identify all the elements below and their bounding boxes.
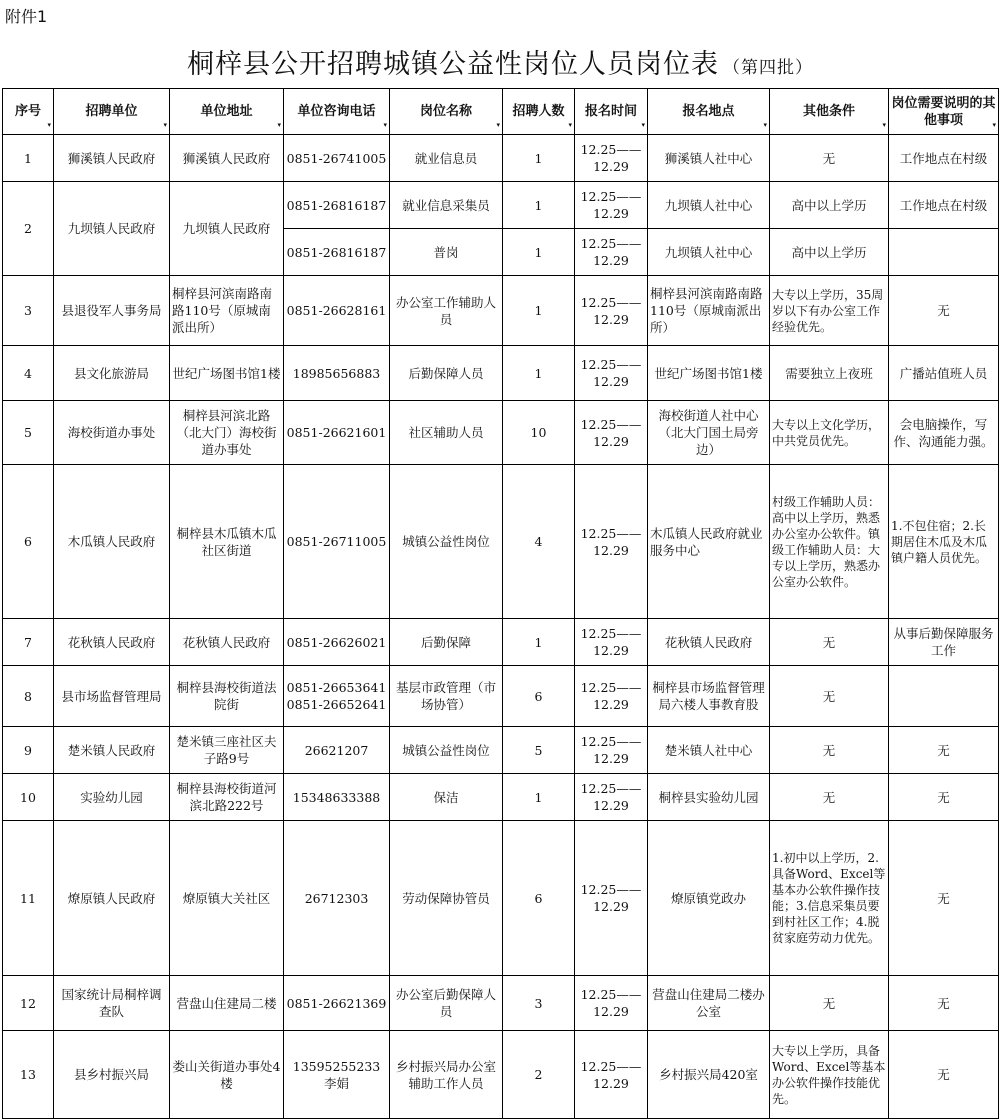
cell-note: 无 (889, 1031, 999, 1119)
cell-time: 12.25——12.29 (575, 774, 648, 821)
cell-unit: 海校街道办事处 (54, 401, 170, 465)
cell-no: 11 (3, 821, 54, 976)
cell-count: 1 (503, 135, 575, 182)
cell-post: 后勤保障人员 (390, 346, 503, 401)
cell-post: 后勤保障 (390, 619, 503, 666)
cell-phone: 13595255233 李娟 (284, 1031, 390, 1119)
cell-unit: 木瓜镇人民政府 (54, 465, 170, 619)
cell-place: 桐梓县市场监督管理局六楼人事教育股 (648, 666, 770, 727)
cell-cond: 无 (770, 774, 889, 821)
cell-no: 7 (3, 619, 54, 666)
cell-unit: 县退役军人事务局 (54, 276, 170, 346)
title-main: 桐梓县公开招聘城镇公益性岗位人员岗位表 (187, 49, 719, 80)
cell-phone: 0851-26816187 (284, 182, 390, 229)
cell-addr: 桐梓县河滨南路南路110号（原城南派出所） (170, 276, 284, 346)
cell-addr: 九坝镇人民政府 (170, 182, 284, 276)
cell-unit: 九坝镇人民政府 (54, 182, 170, 276)
cell-addr: 营盘山住建局二楼 (170, 976, 284, 1031)
cell-post: 就业信息采集员 (390, 182, 503, 229)
cell-time: 12.25——12.29 (575, 401, 648, 465)
table-row (3, 666, 999, 727)
cell-phone: 0851-26626021 (284, 619, 390, 666)
cell-cond: 1.初中以上学历，2.具备Word、Excel等基本办公软件操作技能；3.信息采集员要到村社区工作；4.脱贫家庭劳动力优先。 (770, 821, 889, 976)
cell-time: 12.25——12.29 (575, 276, 648, 346)
annex-label: 附件1 (5, 7, 48, 26)
cell-post: 基层市政管理（市场协管） (390, 666, 503, 727)
cell-no: 12 (3, 976, 54, 1031)
cell-no: 3 (3, 276, 54, 346)
cell-phone: 18985656883 (284, 346, 390, 401)
cell-post: 劳动保障协管员 (390, 821, 503, 976)
cell-cond: 无 (770, 135, 889, 182)
cell-addr: 楚米镇三座社区夫子路9号 (170, 727, 284, 774)
cell-addr: 娄山关街道办事处4楼 (170, 1031, 284, 1119)
cell-cond: 无 (770, 976, 889, 1031)
cell-no: 2 (3, 182, 54, 276)
cell-count: 1 (503, 346, 575, 401)
cell-phone: 0851-26621369 (284, 976, 390, 1031)
cell-no: 9 (3, 727, 54, 774)
cell-cond: 高中以上学历 (770, 182, 889, 229)
cell-count: 6 (503, 666, 575, 727)
cell-time: 12.25——12.29 (575, 465, 648, 619)
cell-count: 1 (503, 182, 575, 229)
cell-note: 会电脑操作，写作、沟通能力强。 (889, 401, 999, 465)
cell-no: 8 (3, 666, 54, 727)
cell-post: 普岗 (390, 229, 503, 276)
header-cell[interactable]: 报名时间 ▾ (575, 89, 648, 135)
cell-phone: 0851-26816187 (284, 229, 390, 276)
cell-time: 12.25——12.29 (575, 1031, 648, 1119)
cell-phone: 0851-26653641 0851-26652641 (284, 666, 390, 727)
cell-unit: 实验幼儿园 (54, 774, 170, 821)
cell-place: 花秋镇人民政府 (648, 619, 770, 666)
positions-table (2, 88, 999, 1119)
cell-place: 世纪广场图书馆1楼 (648, 346, 770, 401)
cell-no: 1 (3, 135, 54, 182)
cell-post: 城镇公益性岗位 (390, 727, 503, 774)
cell-note: 无 (889, 727, 999, 774)
cell-note: 工作地点在村级 (889, 135, 999, 182)
table-row (3, 821, 999, 976)
cell-addr: 燎原镇大关社区 (170, 821, 284, 976)
cell-cond: 村级工作辅助人员：高中以上学历，熟悉办公室办公软件。镇级工作辅助人员：大专以上学历，熟悉办公室办公软件。 (770, 465, 889, 619)
cell-no: 6 (3, 465, 54, 619)
cell-time: 12.25——12.29 (575, 346, 648, 401)
header-cell[interactable]: 单位地址 ▾ (170, 89, 284, 135)
cell-addr: 桐梓县木瓜镇木瓜社区街道 (170, 465, 284, 619)
cell-no: 5 (3, 401, 54, 465)
cell-count: 1 (503, 619, 575, 666)
cell-unit: 狮溪镇人民政府 (54, 135, 170, 182)
cell-no: 10 (3, 774, 54, 821)
cell-note: 广播站值班人员 (889, 346, 999, 401)
cell-time: 12.25——12.29 (575, 135, 648, 182)
cell-count: 2 (503, 1031, 575, 1119)
cell-cond: 无 (770, 619, 889, 666)
cell-unit: 燎原镇人民政府 (54, 821, 170, 976)
cell-cond: 大专以上文化学历，中共党员优先。 (770, 401, 889, 465)
cell-time: 12.25——12.29 (575, 976, 648, 1031)
document-title (0, 42, 1000, 81)
cell-note (889, 666, 999, 727)
cell-time: 12.25——12.29 (575, 619, 648, 666)
header-cell[interactable]: 其他条件 ▾ (770, 89, 889, 135)
cell-post: 办公室后勤保障人员 (390, 976, 503, 1031)
cell-note: 无 (889, 276, 999, 346)
cell-unit: 县乡村振兴局 (54, 1031, 170, 1119)
cell-place: 九坝镇人社中心 (648, 229, 770, 276)
header-cell[interactable]: 招聘单位 ▾ (54, 89, 170, 135)
cell-place: 海校街道人社中心（北大门国土局旁边） (648, 401, 770, 465)
table-row (3, 182, 999, 229)
cell-place: 桐梓县实验幼儿园 (648, 774, 770, 821)
cell-time: 12.25——12.29 (575, 182, 648, 229)
cell-unit: 县市场监督管理局 (54, 666, 170, 727)
cell-count: 1 (503, 229, 575, 276)
table-row (3, 727, 999, 774)
header-row (3, 89, 999, 135)
cell-count: 1 (503, 276, 575, 346)
cell-note: 1.不包住宿；2.长期居住木瓜及木瓜镇户籍人员优先。 (889, 465, 999, 619)
cell-unit: 花秋镇人民政府 (54, 619, 170, 666)
cell-place: 狮溪镇人社中心 (648, 135, 770, 182)
cell-place: 木瓜镇人民政府就业服务中心 (648, 465, 770, 619)
cell-place: 乡村振兴局420室 (648, 1031, 770, 1119)
cell-addr: 桐梓县河滨北路（北大门）海校街道办事处 (170, 401, 284, 465)
cell-unit: 国家统计局桐梓调查队 (54, 976, 170, 1031)
cell-post: 城镇公益性岗位 (390, 465, 503, 619)
cell-place: 九坝镇人社中心 (648, 182, 770, 229)
table-row (3, 465, 999, 619)
cell-phone: 0851-26741005 (284, 135, 390, 182)
cell-post: 办公室工作辅助人员 (390, 276, 503, 346)
cell-no: 4 (3, 346, 54, 401)
cell-count: 5 (503, 727, 575, 774)
cell-post: 乡村振兴局办公室辅助工作人员 (390, 1031, 503, 1119)
cell-cond: 大专以上学历，35周岁以下有办公室工作经验优先。 (770, 276, 889, 346)
cell-note (889, 229, 999, 276)
header-cell[interactable]: 单位咨询电话 ▾ (284, 89, 390, 135)
cell-count: 10 (503, 401, 575, 465)
cell-addr: 花秋镇人民政府 (170, 619, 284, 666)
cell-phone: 26712303 (284, 821, 390, 976)
title-batch: （第四批） (723, 58, 813, 78)
cell-cond: 需要独立上夜班 (770, 346, 889, 401)
cell-count: 6 (503, 821, 575, 976)
cell-cond: 大专以上学历，具备Word、Excel等基本办公软件操作技能优先。 (770, 1031, 889, 1119)
cell-post: 社区辅助人员 (390, 401, 503, 465)
header-cell[interactable]: 序号 ▾ (3, 89, 54, 135)
cell-phone: 0851-26621601 (284, 401, 390, 465)
table-row (3, 346, 999, 401)
cell-place: 桐梓县河滨南路南路110号（原城南派出所） (648, 276, 770, 346)
header-cell[interactable]: 岗位需要说明的其他事项 ▾ (889, 89, 999, 135)
cell-unit: 楚米镇人民政府 (54, 727, 170, 774)
cell-note: 工作地点在村级 (889, 182, 999, 229)
cell-cond: 高中以上学历 (770, 229, 889, 276)
table-row (3, 276, 999, 346)
header-cell[interactable]: 报名地点 ▾ (648, 89, 770, 135)
cell-note: 无 (889, 976, 999, 1031)
cell-cond: 无 (770, 666, 889, 727)
cell-unit: 县文化旅游局 (54, 346, 170, 401)
cell-addr: 桐梓县海校街道河滨北路222号 (170, 774, 284, 821)
header-cell[interactable]: 招聘人数 ▾ (503, 89, 575, 135)
cell-no: 13 (3, 1031, 54, 1119)
cell-count: 3 (503, 976, 575, 1031)
cell-time: 12.25——12.29 (575, 229, 648, 276)
cell-note: 从事后勤保障服务工作 (889, 619, 999, 666)
header-cell[interactable]: 岗位名称 ▾ (390, 89, 503, 135)
cell-count: 1 (503, 774, 575, 821)
table-row (3, 135, 999, 182)
cell-addr: 桐梓县海校街道法院街 (170, 666, 284, 727)
cell-phone: 15348633388 (284, 774, 390, 821)
cell-time: 12.25——12.29 (575, 821, 648, 976)
cell-cond: 无 (770, 727, 889, 774)
cell-place: 营盘山住建局二楼办公室 (648, 976, 770, 1031)
table-row (3, 976, 999, 1031)
cell-addr: 世纪广场图书馆1楼 (170, 346, 284, 401)
cell-time: 12.25——12.29 (575, 666, 648, 727)
cell-post: 就业信息员 (390, 135, 503, 182)
table-row (3, 401, 999, 465)
table-row (3, 774, 999, 821)
cell-addr: 狮溪镇人民政府 (170, 135, 284, 182)
cell-phone: 0851-26711005 (284, 465, 390, 619)
cell-note: 无 (889, 774, 999, 821)
cell-phone: 26621207 (284, 727, 390, 774)
cell-place: 楚米镇人社中心 (648, 727, 770, 774)
cell-place: 燎原镇党政办 (648, 821, 770, 976)
cell-count: 4 (503, 465, 575, 619)
cell-phone: 0851-26628161 (284, 276, 390, 346)
cell-note: 无 (889, 821, 999, 976)
table-row (3, 619, 999, 666)
table-row (3, 1031, 999, 1119)
cell-time: 12.25——12.29 (575, 727, 648, 774)
cell-post: 保洁 (390, 774, 503, 821)
